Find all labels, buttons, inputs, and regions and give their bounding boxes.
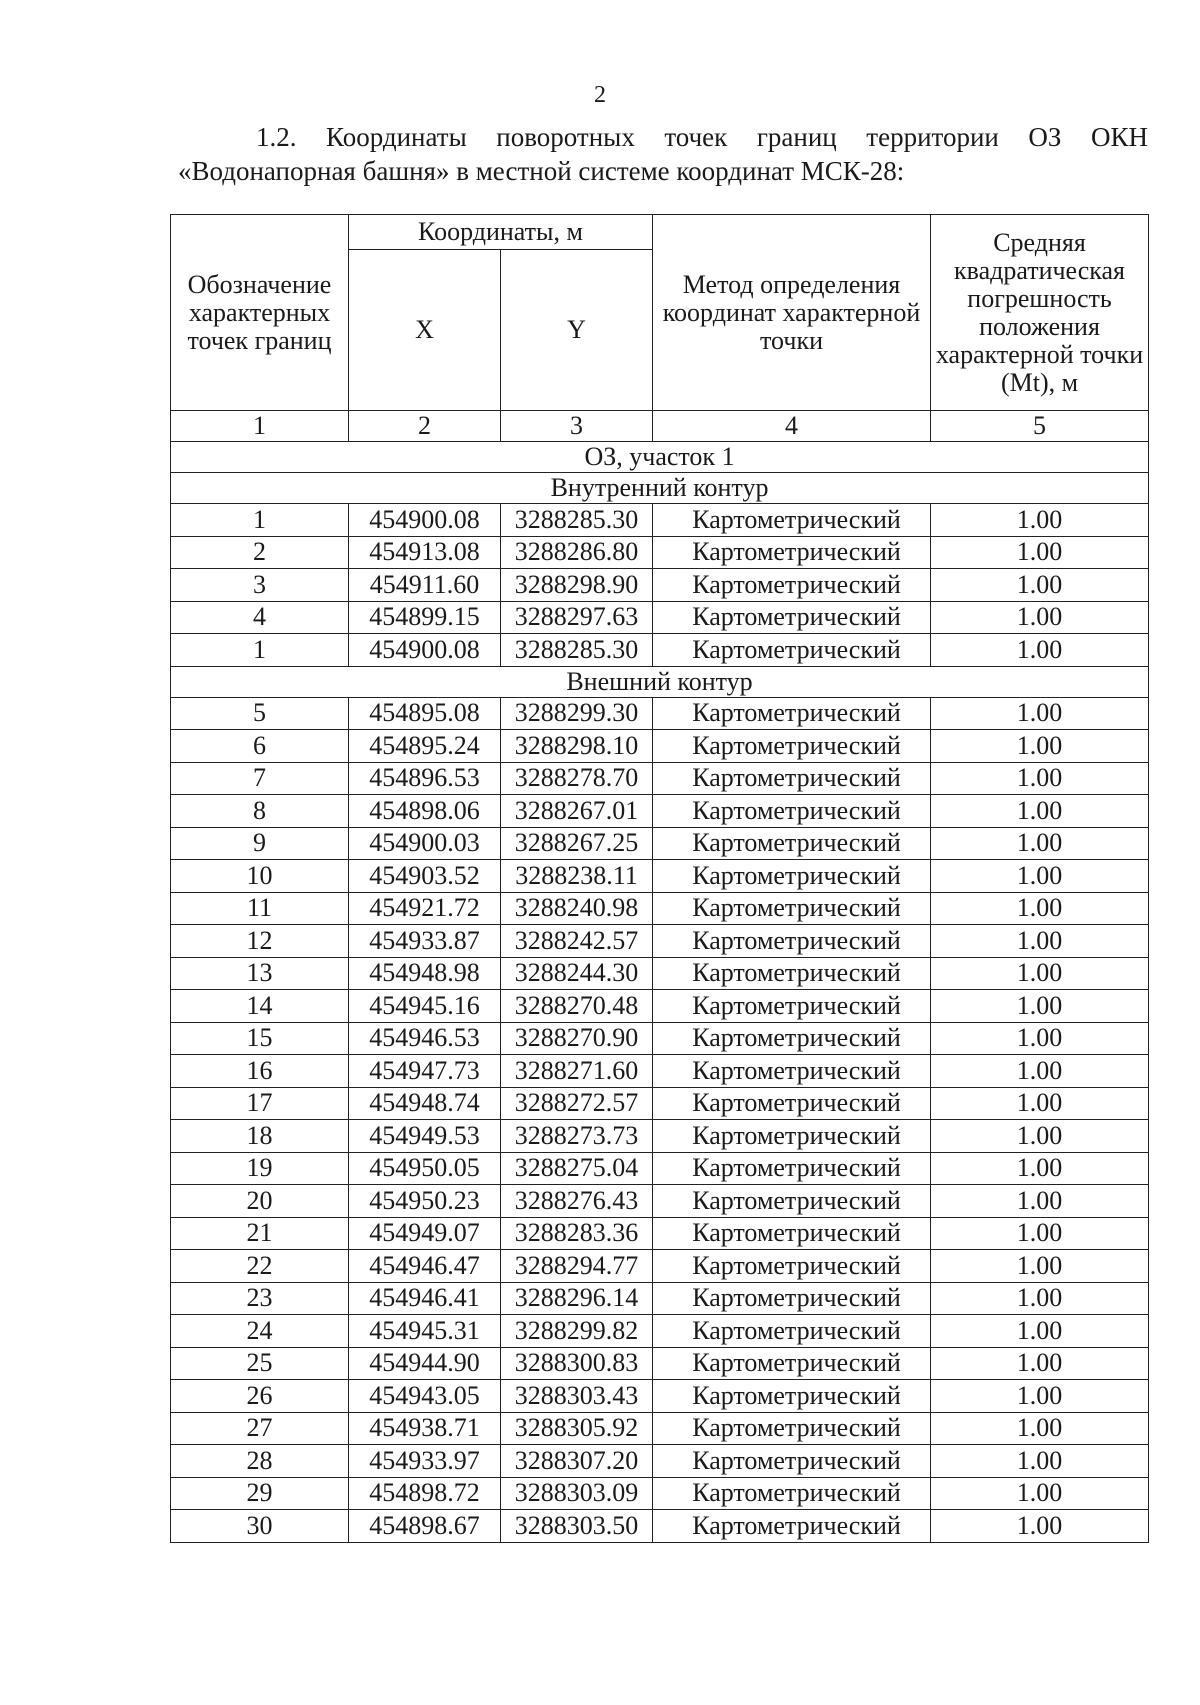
heading-line-1: 1.2. Координаты поворотных точек границ территории ОЗ ОКН [256, 122, 1148, 152]
mean-error: 1.00 [931, 536, 1149, 569]
mean-error: 1.00 [931, 1477, 1149, 1510]
heading-line-2: «Водонапорная башня» в местной системе координат МСК-28: [178, 156, 905, 186]
coord-x: 454947.73 [349, 1055, 501, 1088]
method: Картометрический [653, 1055, 931, 1088]
column-numbers-row [171, 411, 1149, 442]
method: Картометрический [653, 1217, 931, 1250]
mean-error: 1.00 [931, 1347, 1149, 1380]
coord-y: 3288273.73 [501, 1120, 653, 1153]
contour-title: Внутренний контур [171, 473, 1149, 504]
point-number: 8 [171, 795, 349, 828]
column-number: 4 [653, 411, 931, 442]
mean-error: 1.00 [931, 1282, 1149, 1315]
mean-error: 1.00 [931, 1022, 1149, 1055]
coord-y: 3288297.63 [501, 601, 653, 634]
mean-error: 1.00 [931, 569, 1149, 602]
method: Картометрический [653, 925, 931, 958]
table-row [171, 1120, 1149, 1153]
coord-x: 454933.87 [349, 925, 501, 958]
mean-error: 1.00 [931, 697, 1149, 730]
mean-error: 1.00 [931, 1087, 1149, 1120]
method: Картометрический [653, 957, 931, 990]
table-row [171, 1347, 1149, 1380]
coord-x: 454944.90 [349, 1347, 501, 1380]
method: Картометрический [653, 1185, 931, 1218]
method: Картометрический [653, 1022, 931, 1055]
coord-x: 454921.72 [349, 892, 501, 925]
coord-y: 3288275.04 [501, 1152, 653, 1185]
mean-error: 1.00 [931, 1315, 1149, 1348]
method: Картометрический [653, 697, 931, 730]
mean-error: 1.00 [931, 892, 1149, 925]
point-number: 26 [171, 1380, 349, 1413]
method: Картометрический [653, 1152, 931, 1185]
table-row [171, 1087, 1149, 1120]
point-number: 2 [171, 536, 349, 569]
coord-y: 3288285.30 [501, 504, 653, 537]
table-row [171, 1152, 1149, 1185]
method: Картометрический [653, 1380, 931, 1413]
table-row [171, 1055, 1149, 1088]
coord-y: 3288267.01 [501, 795, 653, 828]
header-method: Метод определения координат характерной точки [653, 215, 931, 411]
table-row [171, 990, 1149, 1023]
coord-y: 3288244.30 [501, 957, 653, 990]
coord-y: 3288286.80 [501, 536, 653, 569]
method: Картометрический [653, 1087, 931, 1120]
coord-y: 3288299.82 [501, 1315, 653, 1348]
point-number: 7 [171, 762, 349, 795]
coord-x: 454911.60 [349, 569, 501, 602]
coord-y: 3288270.90 [501, 1022, 653, 1055]
mean-error: 1.00 [931, 1217, 1149, 1250]
document-heading [178, 120, 1148, 188]
mean-error: 1.00 [931, 1120, 1149, 1153]
table-row [171, 634, 1149, 667]
coord-y: 3288303.50 [501, 1510, 653, 1543]
method: Картометрический [653, 1282, 931, 1315]
coord-y: 3288242.57 [501, 925, 653, 958]
coord-x: 454948.98 [349, 957, 501, 990]
coord-x: 454895.24 [349, 730, 501, 763]
coord-x: 454946.47 [349, 1250, 501, 1283]
method: Картометрический [653, 827, 931, 860]
table-row [171, 957, 1149, 990]
coord-y: 3288307.20 [501, 1445, 653, 1478]
point-number: 27 [171, 1412, 349, 1445]
method: Картометрический [653, 1445, 931, 1478]
coord-x: 454903.52 [349, 860, 501, 893]
header-coordinates: Координаты, м [349, 215, 653, 250]
method: Картометрический [653, 860, 931, 893]
point-number: 24 [171, 1315, 349, 1348]
mean-error: 1.00 [931, 601, 1149, 634]
table-row [171, 925, 1149, 958]
method: Картометрический [653, 762, 931, 795]
point-number: 21 [171, 1217, 349, 1250]
method: Картометрический [653, 1250, 931, 1283]
coord-x: 454900.08 [349, 634, 501, 667]
table-row [171, 795, 1149, 828]
point-number: 23 [171, 1282, 349, 1315]
mean-error: 1.00 [931, 1250, 1149, 1283]
column-number: 1 [171, 411, 349, 442]
coord-x: 454946.41 [349, 1282, 501, 1315]
coord-y: 3288303.43 [501, 1380, 653, 1413]
point-number: 12 [171, 925, 349, 958]
table-row [171, 697, 1149, 730]
coord-y: 3288271.60 [501, 1055, 653, 1088]
header-designation: Обозначение характерных точек границ [171, 215, 349, 411]
coord-x: 454933.97 [349, 1445, 501, 1478]
mean-error: 1.00 [931, 1510, 1149, 1543]
coord-y: 3288299.30 [501, 697, 653, 730]
mean-error: 1.00 [931, 795, 1149, 828]
coord-x: 454938.71 [349, 1412, 501, 1445]
table-row [171, 1282, 1149, 1315]
method: Картометрический [653, 1412, 931, 1445]
column-number: 3 [501, 411, 653, 442]
coord-x: 454948.74 [349, 1087, 501, 1120]
mean-error: 1.00 [931, 504, 1149, 537]
table-row [171, 1022, 1149, 1055]
table-row [171, 827, 1149, 860]
method: Картометрический [653, 795, 931, 828]
point-number: 1 [171, 634, 349, 667]
coord-x: 454950.05 [349, 1152, 501, 1185]
table-row [171, 1250, 1149, 1283]
point-number: 16 [171, 1055, 349, 1088]
table-row [171, 1477, 1149, 1510]
point-number: 11 [171, 892, 349, 925]
header-mean-error: Средняя квадратическая погрешность положения характерной точки (Mt), м [931, 215, 1149, 411]
coord-x: 454898.67 [349, 1510, 501, 1543]
method: Картометрический [653, 1477, 931, 1510]
point-number: 22 [171, 1250, 349, 1283]
mean-error: 1.00 [931, 1152, 1149, 1185]
coord-x: 454945.31 [349, 1315, 501, 1348]
point-number: 18 [171, 1120, 349, 1153]
coord-x: 454898.72 [349, 1477, 501, 1510]
point-number: 1 [171, 504, 349, 537]
coord-y: 3288276.43 [501, 1185, 653, 1218]
point-number: 15 [171, 1022, 349, 1055]
table-body [171, 442, 1149, 1543]
point-number: 3 [171, 569, 349, 602]
page-number: 2 [594, 82, 606, 108]
table-row [171, 1510, 1149, 1543]
mean-error: 1.00 [931, 925, 1149, 958]
point-number: 30 [171, 1510, 349, 1543]
method: Картометрический [653, 601, 931, 634]
header-x: X [349, 250, 501, 411]
coordinates-table [170, 214, 1149, 1543]
method: Картометрический [653, 990, 931, 1023]
coord-y: 3288283.36 [501, 1217, 653, 1250]
coord-y: 3288238.11 [501, 860, 653, 893]
mean-error: 1.00 [931, 730, 1149, 763]
method: Картометрический [653, 634, 931, 667]
table-row [171, 1217, 1149, 1250]
point-number: 13 [171, 957, 349, 990]
coord-x: 454896.53 [349, 762, 501, 795]
table-row [171, 892, 1149, 925]
mean-error: 1.00 [931, 1412, 1149, 1445]
contour-row [171, 473, 1149, 504]
point-number: 14 [171, 990, 349, 1023]
mean-error: 1.00 [931, 990, 1149, 1023]
coord-x: 454895.08 [349, 697, 501, 730]
section-title: ОЗ, участок 1 [171, 442, 1149, 473]
mean-error: 1.00 [931, 1055, 1149, 1088]
method: Картометрический [653, 730, 931, 763]
coord-y: 3288300.83 [501, 1347, 653, 1380]
section-row [171, 442, 1149, 473]
table-row [171, 536, 1149, 569]
table-row [171, 1380, 1149, 1413]
coord-y: 3288272.57 [501, 1087, 653, 1120]
column-number: 2 [349, 411, 501, 442]
table-row [171, 762, 1149, 795]
table-row [171, 1315, 1149, 1348]
coord-y: 3288270.48 [501, 990, 653, 1023]
point-number: 10 [171, 860, 349, 893]
table-row [171, 730, 1149, 763]
point-number: 17 [171, 1087, 349, 1120]
coord-y: 3288294.77 [501, 1250, 653, 1283]
table-row [171, 1445, 1149, 1478]
coord-y: 3288298.90 [501, 569, 653, 602]
header-y: Y [501, 250, 653, 411]
point-number: 4 [171, 601, 349, 634]
mean-error: 1.00 [931, 860, 1149, 893]
coord-y: 3288285.30 [501, 634, 653, 667]
contour-title: Внешний контур [171, 666, 1149, 697]
coord-x: 454899.15 [349, 601, 501, 634]
coord-y: 3288240.98 [501, 892, 653, 925]
method: Картометрический [653, 504, 931, 537]
method: Картометрический [653, 1120, 931, 1153]
method: Картометрический [653, 1315, 931, 1348]
mean-error: 1.00 [931, 762, 1149, 795]
point-number: 6 [171, 730, 349, 763]
method: Картометрический [653, 1347, 931, 1380]
point-number: 28 [171, 1445, 349, 1478]
coord-x: 454898.06 [349, 795, 501, 828]
mean-error: 1.00 [931, 1380, 1149, 1413]
table-row [171, 1412, 1149, 1445]
coord-x: 454945.16 [349, 990, 501, 1023]
mean-error: 1.00 [931, 827, 1149, 860]
coord-x: 454943.05 [349, 1380, 501, 1413]
table-row [171, 860, 1149, 893]
coord-y: 3288278.70 [501, 762, 653, 795]
coord-x: 454913.08 [349, 536, 501, 569]
contour-row [171, 666, 1149, 697]
mean-error: 1.00 [931, 957, 1149, 990]
point-number: 19 [171, 1152, 349, 1185]
method: Картометрический [653, 1510, 931, 1543]
point-number: 5 [171, 697, 349, 730]
coord-x: 454950.23 [349, 1185, 501, 1218]
coord-x: 454946.53 [349, 1022, 501, 1055]
table-row [171, 601, 1149, 634]
coord-x: 454949.53 [349, 1120, 501, 1153]
coord-y: 3288305.92 [501, 1412, 653, 1445]
table-row [171, 1185, 1149, 1218]
coord-y: 3288267.25 [501, 827, 653, 860]
method: Картометрический [653, 892, 931, 925]
mean-error: 1.00 [931, 1445, 1149, 1478]
point-number: 9 [171, 827, 349, 860]
method: Картометрический [653, 569, 931, 602]
column-number: 5 [931, 411, 1149, 442]
point-number: 29 [171, 1477, 349, 1510]
coord-x: 454900.03 [349, 827, 501, 860]
point-number: 20 [171, 1185, 349, 1218]
point-number: 25 [171, 1347, 349, 1380]
coord-x: 454900.08 [349, 504, 501, 537]
mean-error: 1.00 [931, 1185, 1149, 1218]
mean-error: 1.00 [931, 634, 1149, 667]
coord-x: 454949.07 [349, 1217, 501, 1250]
coord-y: 3288296.14 [501, 1282, 653, 1315]
table-row [171, 504, 1149, 537]
coord-y: 3288303.09 [501, 1477, 653, 1510]
coord-y: 3288298.10 [501, 730, 653, 763]
method: Картометрический [653, 536, 931, 569]
table-row [171, 569, 1149, 602]
